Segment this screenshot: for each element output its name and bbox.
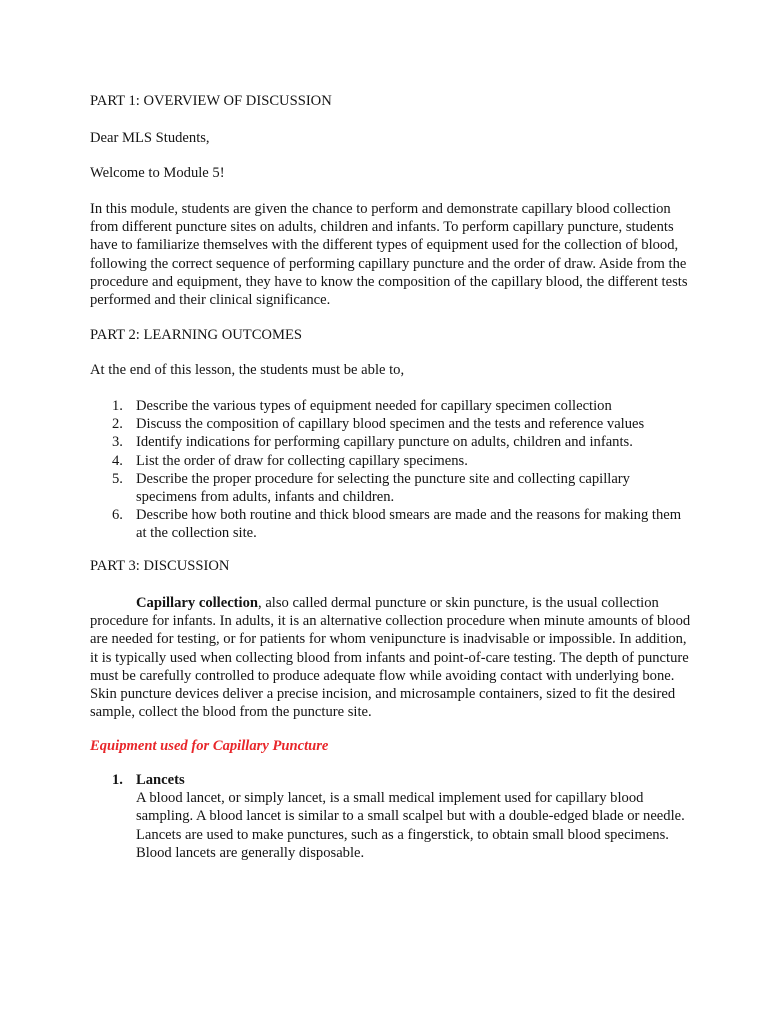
list-item-text: Identify indications for performing capillary puncture on adults, children and infants. xyxy=(136,434,633,451)
list-item-number: 5. xyxy=(112,470,123,487)
list-item xyxy=(90,397,690,415)
equipment-item-description: A blood lancet, or simply lancet, is a small medical implement used for capillary blood sampling. A blood lancet is similar to a small scalpel but with a double-edged blade or needle. Lancets are used to make punctures, such as a fingerstick, to obtain small blood specimens. Blood lancets are generally disposable. xyxy=(136,790,685,861)
list-item-number: 4. xyxy=(112,452,123,469)
list-item xyxy=(90,452,690,470)
list-item-text: Describe the various types of equipment needed for capillary specimen collection xyxy=(136,398,612,414)
list-item xyxy=(90,470,690,506)
list-item-text: Discuss the composition of capillary blood specimen and the tests and reference values xyxy=(136,416,645,433)
list-item xyxy=(90,433,690,451)
list-item-text: List the order of draw for collecting capillary specimens. xyxy=(136,452,468,469)
equipment-item-title: Lancets xyxy=(136,772,185,788)
list-item-number: 1. xyxy=(112,398,123,414)
greeting: Dear MLS Students, xyxy=(90,130,210,146)
list-item xyxy=(90,506,690,542)
capillary-term: Capillary collection xyxy=(136,595,259,611)
part2-heading: PART 2: LEARNING OUTCOMES xyxy=(90,327,302,343)
list-item-text: Describe how both routine and thick blood smears are made and the reasons for making them at the collection site. xyxy=(136,507,682,542)
welcome-line: Welcome to Module 5! xyxy=(90,165,225,181)
list-item-text: Describe the proper procedure for selecting the puncture site and collecting capillary specimens from adults, infants and children. xyxy=(136,470,630,506)
list-item-number: 6. xyxy=(112,507,123,524)
list-item-number: 3. xyxy=(112,434,123,451)
capillary-text: , also called dermal puncture or skin puncture, is the usual collection procedure for infants. In adults, it is an alternative collection procedure when minute amounts of blood are needed for testing, or for patients for whom venipuncture is inadvisable or impossible. In addition, it is typically used when collecting blood from infants and point-of-care testing. The depth of puncture must be carefully controlled to produce adequate flow while avoiding contact with underlying bone. Skin puncture devices deliver a precise incision, and microsample containers, sized to fit the desired sample, collect the blood from the puncture site. xyxy=(90,595,691,721)
equipment-item-number: 1. xyxy=(112,772,123,788)
outcomes-lead: At the end of this lesson, the students must be able to, xyxy=(90,362,405,378)
part3-heading: PART 3: DISCUSSION xyxy=(90,558,230,574)
learning-outcomes-list xyxy=(90,397,690,543)
part1-heading: PART 1: OVERVIEW OF DISCUSSION xyxy=(90,93,332,109)
capillary-paragraph xyxy=(90,594,694,721)
list-item xyxy=(90,415,690,433)
list-item-number: 2. xyxy=(112,416,123,433)
intro-paragraph: In this module, students are given the chance to perform and demonstrate capillary blood collection from different puncture sites on adults, children and infants. To perform capillary puncture, students have to familiarize themselves with the different types of equipment used for the collection of blood, following the correct sequence of performing capillary puncture and the order of draw. Aside from the procedure and equipment, they have to know the composition of the capillary blood, the different tests performed and their clinical significance. xyxy=(90,201,688,309)
equipment-heading: Equipment used for Capillary Puncture xyxy=(90,738,329,754)
